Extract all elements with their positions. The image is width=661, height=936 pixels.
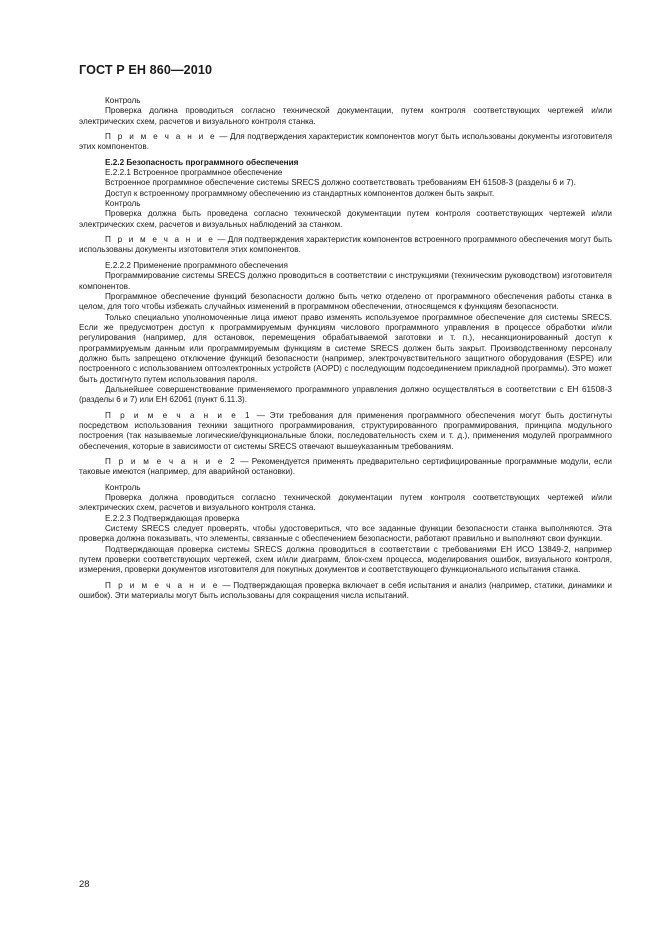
paragraph-programming: Программирование системы SRECS должно проводиться в соответствии с инструкциями (техническим руководством) изготовителя компонентов.	[79, 271, 612, 291]
note-verification: П р и м е ч а н и е — Подтверждающая проверка включает в себя испытания и анализ (например, статики, динамики и ошибок). Эти материалы могут быть использованы для сокращения числа испытаний.	[79, 580, 612, 601]
section-e-2-2-1-heading: Е.2.2.1 Встроенное программное обеспечение	[105, 168, 283, 178]
note-prefix: П р и м е ч а н и е	[105, 132, 217, 142]
note-2-certified-modules: П р и м е ч а н и е 2 — Рекомендуется применять предварительно сертифицированные программные модули, если таковые имеются (например, для аварийной остановки).	[79, 457, 612, 477]
page-header-title: ГОСТ Р ЕН 860—2010	[79, 63, 213, 77]
note-components: П р и м е ч а н и е — Для подтверждения характеристик компонентов могут быть использованы документы изготовителя этих компонентов.	[79, 132, 613, 152]
paragraph-access-closed: Доступ к встроенному программному обеспечению из стандартных компонентов должен быть закрыт.	[105, 188, 495, 198]
note-prefix: П р и м е ч а н и е	[105, 235, 216, 245]
paragraph-control-3: Проверка должна проводиться согласно технической документации путем контроля соответствующих чертежей и/или электрических схем, расчетов и визуального контроля станка.	[79, 493, 612, 513]
paragraph-further-development: Дальнейшее совершенствование применяемого программного управления должно осуществляться в соответствии с ЕН 61508-3 (разделы 6 и 7) или ЕН 62061 (пункт 6.11.3).	[79, 384, 612, 405]
note-prefix: П р и м е ч а н и е 2	[105, 457, 237, 466]
note-embedded-components: П р и м е ч а н и е — Для подтверждения характеристик компонентов встроенного программного обеспечения могут быть использованы документы изготовителя этих компонентов.	[79, 235, 612, 255]
paragraph-verification: Систему SRECS следует проверять, чтобы удостовериться, что все заданные функции безопасности станка выполняются. Эта проверка должна показывать, что элементы, связанные с обеспечением безопасности, работают правильно и выполняют свои функции.	[79, 524, 612, 544]
control-heading-2: Контроль	[105, 199, 141, 209]
paragraph-control-2: Проверка должна быть проведена согласно технической документации путем контроля соответствующих чертежей и/или электрических схем, расчетов и визуальных наблюдений за станком.	[79, 209, 612, 229]
control-heading-1: Контроль	[105, 96, 141, 105]
control-heading-3: Контроль	[105, 482, 141, 492]
paragraph-authorized-persons: Только специально уполномоченные лица имеют право изменять используемое программное обеспечение для системы SRECS. Если же предусмотрен доступ к программируемым функциям числового программного управления в процессе обработки и/или регулирования (например, для остановок, перемещения обрабатываемой заготовки и т. п.), несанкционированный доступ к программируемым данным или программируемым функциям в системе SRECS должен быть закрыт. Производственному персоналу должно быть запрещено отключение функций безопасности (например, электрочувствительного защитного оборудования (ESPE) или построенного с использованием оптоэлектронных устройств (AOPD) с последующим подсоединением прикладной программы). Это может быть достигнуто путем использования пароля.	[79, 312, 612, 384]
paragraph-verification-iso: Подтверждающая проверка системы SRECS должна проводиться в соответствии с требованиями ЕН ИСО 13849-2, например путем проверки соответствующих чертежей, схем и/или диаграмм, блок-схем процесса, моделирования ошибок, визуального контроля, измерения, проверки документов изготовителя для покупных документов и соответствующего функционального испытания станка.	[79, 544, 612, 575]
section-e-2-2-3-heading: Е.2.2.3 Подтверждающая проверка	[105, 513, 240, 523]
note-prefix: П р и м е ч а н и е	[105, 580, 220, 590]
paragraph-control-1: Проверка должна проводиться согласно технической документации, путем контроля соответствующих чертежей и/или электрических схем, расчетов и визуального контроля станка.	[79, 106, 612, 126]
paragraph-embedded-sw: Встроенное программное обеспечение системы SRECS должно соответствовать требованиям ЕН 61508-3 (разделы 6 и 7).	[105, 178, 576, 188]
note-1-defensive-programming: П р и м е ч а н и е 1 — Эти требования для применения программного обеспечения могут быть достигнуты посредством использования техники защитного программирования, структурированного программирования, принципа модульного построения (так называемые логические/функциональные блоки, последовательность схем и т. д.), применения модулей программного обеспечения, которые в зависимости от системы SRECS отвечают вышеуказанным требованиям.	[79, 410, 612, 451]
note-prefix: П р и м е ч а н и е 1	[105, 410, 252, 420]
page-number: 28	[79, 879, 90, 890]
paragraph-separation: Программное обеспечение функций безопасности должно быть четко отделено от программного обеспечения работы станка в целом, для того чтобы избежать случайных изменений в программном обеспечении, относящемся к функциям безопасности.	[79, 291, 612, 312]
document-body	[79, 96, 612, 601]
section-e-2-2-2-heading: Е.2.2.2 Применение программного обеспечения	[105, 260, 288, 270]
section-e-2-2-heading: Е.2.2 Безопасность программного обеспечения	[105, 157, 299, 167]
